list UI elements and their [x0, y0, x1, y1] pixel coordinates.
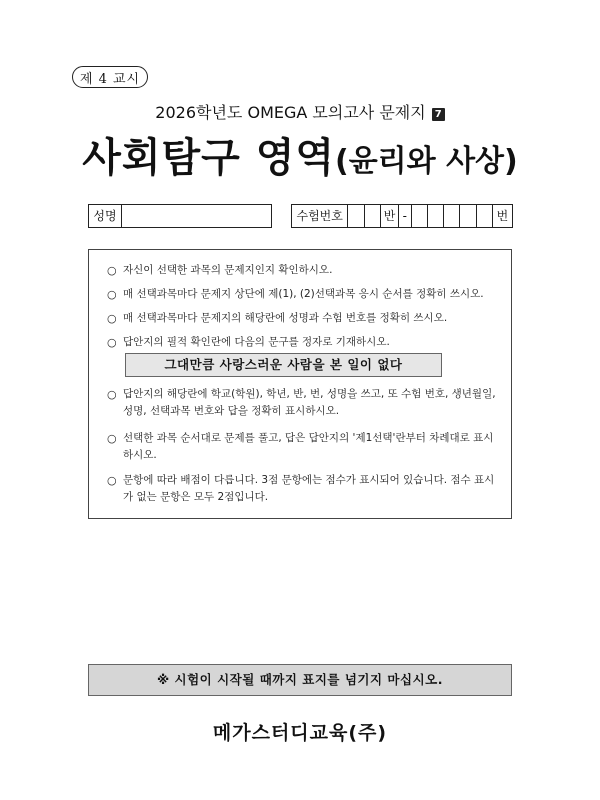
instruction-item: ○ 매 선택과목마다 문제지의 해당란에 성명과 수험 번호를 정확히 쓰시오.: [107, 312, 448, 325]
info-row: [88, 204, 512, 228]
subject-title: [0, 126, 600, 183]
instruction-item: ○ 선택한 과목 순서대로 문제를 풀고, 답은 답안지의 '제1선택'란부터 차례대로 표시하시오.: [107, 432, 494, 461]
instruction-item: ○ 문항에 따라 배점이 다릅니다. 3점 문항에는 점수가 표시되어 있습니다. 점수 표시가 없는 문항은 모두 2점입니다.: [107, 474, 495, 503]
exam-number-cell[interactable]: [460, 205, 476, 227]
exam-number-label: 수험번호: [292, 205, 348, 227]
bullet-icon: ○: [107, 312, 117, 325]
bullet-icon: ○: [107, 388, 117, 401]
handwriting-phrase: 그대만큼 사랑스러운 사람을 본 일이 없다: [125, 353, 442, 377]
number-label: 번: [496, 209, 509, 223]
instruction-item: ○ 답안지의 필적 확인란에 다음의 문구를 정자로 기재하시오.: [107, 336, 390, 349]
exam-number-cell[interactable]: [477, 205, 493, 227]
instruction-item: ○ 자신이 선택한 과목의 문제지인지 확인하시오.: [107, 264, 333, 277]
bullet-icon: ○: [107, 288, 117, 301]
exam-number-cell[interactable]: [365, 205, 381, 227]
bullet-icon: ○: [107, 336, 117, 349]
name-label: 성명: [89, 205, 122, 227]
name-field[interactable]: [88, 204, 272, 228]
bullet-icon: ○: [107, 474, 117, 487]
exam-title: 2026학년도 OMEGA 모의고사 문제지: [155, 103, 426, 122]
publisher-name: 메가스터디교육(주): [212, 722, 388, 744]
instruction-item: ○ 매 선택과목마다 문제지 상단에 제(1), (2)선택과목 응시 순서를 정확히 쓰시오.: [107, 288, 484, 301]
period-label: 제 4 교시: [79, 71, 141, 87]
period-badge: [72, 66, 148, 88]
exam-title-line: [0, 100, 600, 123]
instructions-box: [88, 249, 512, 519]
subject-sub: (윤리와 사상): [334, 144, 518, 179]
instruction-item: ○ 답안지의 해당란에 학교(학원), 학년, 반, 번, 성명을 쓰고, 또 수험 번호, 생년월일, 성명, 선택과목 번호와 답을 정확히 표시하시오.: [107, 388, 496, 417]
exam-number-cell[interactable]: [444, 205, 460, 227]
dash-label: -: [399, 205, 411, 227]
bullet-icon: ○: [107, 432, 117, 445]
exam-number-cell[interactable]: [412, 205, 428, 227]
exam-number-cell[interactable]: [428, 205, 444, 227]
exam-number-field[interactable]: [291, 204, 513, 228]
bullet-icon: ○: [107, 264, 117, 277]
paper-number-badge: 7: [432, 108, 445, 121]
subject-main: 사회탐구 영역: [82, 135, 335, 181]
class-label: 반: [381, 205, 399, 227]
exam-number-cell[interactable]: [348, 205, 364, 227]
warning-notice: ※ 시험이 시작될 때까지 표지를 넘기지 마십시오.: [88, 664, 512, 696]
